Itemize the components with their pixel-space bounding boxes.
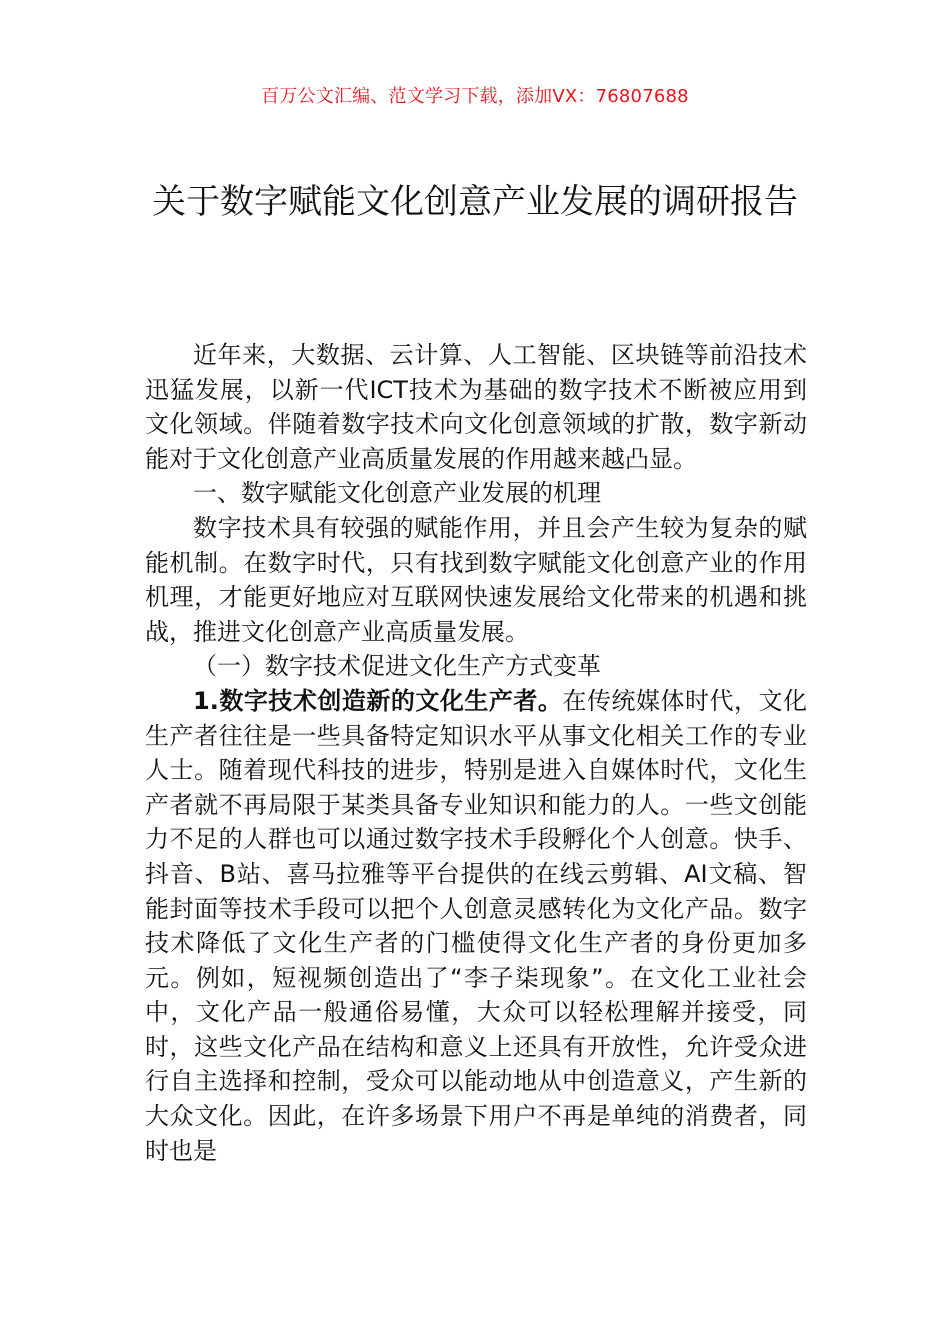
subsection-heading-1: （一）数字技术促进文化生产方式变革 <box>193 652 601 681</box>
point-1-lead: 1.数字技术创造新的文化生产者。 <box>193 686 563 715</box>
promo-banner: 百万公文汇编、范文学习下载，添加VX：76807688 <box>261 86 689 107</box>
section-heading-1: 一、数字赋能文化创意产业发展的机理 <box>193 479 601 508</box>
point-1-text: 在传统媒体时代，文化生产者往往是一些具备特定知识水平从事文化相关工作的专业人士。随着现代科技的进步，特别是进入自媒体时代，文化生产者就不再局限于某类具备专业知识和能力的人。一些文创能力不足的人群也可以通过数字技术手段孵化个人创意。快手、抖音、B站、喜马拉雅等平台提供的在线云剪辑、AI文稿、智能封面等技术手段可以把个人创意灵感转化为文化产品。数字技术降低了文化生产者的门槛使得文化生产者的身份更加多元。例如，短视频创造出了“李子柒现象”。在文化工业社会中，文化产品一般通俗易懂，大众可以轻松理解并接受，同时，这些文化产品在结构和意义上还具有开放性，允许受众进行自主选择和控制，受众可以能动地从中创造意义，产生新的大众文化。因此，在许多场景下用户不再是单纯的消费者，同时也是 <box>145 686 808 1165</box>
section-paragraph: 数字技术具有较强的赋能作用，并且会产生较为复杂的赋能机制。在数字时代，只有找到数字赋能文化创意产业的作用机理，才能更好地应对互联网快速发展给文化带来的机遇和挑战，推进文化创意产业高质量发展。 <box>145 513 807 646</box>
document-body <box>145 338 807 1168</box>
intro-paragraph: 近年来，大数据、云计算、人工智能、区块链等前沿技术迅猛发展，以新一代ICT技术为基础的数字技术不断被应用到文化领域。伴随着数字技术向文化创意领域的扩散，数字新动能对于文化创意产业高质量发展的作用越来越凸显。 <box>145 341 807 473</box>
document-title: 关于数字赋能文化创意产业发展的调研报告 <box>152 182 798 222</box>
point-1-paragraph <box>145 684 807 1168</box>
